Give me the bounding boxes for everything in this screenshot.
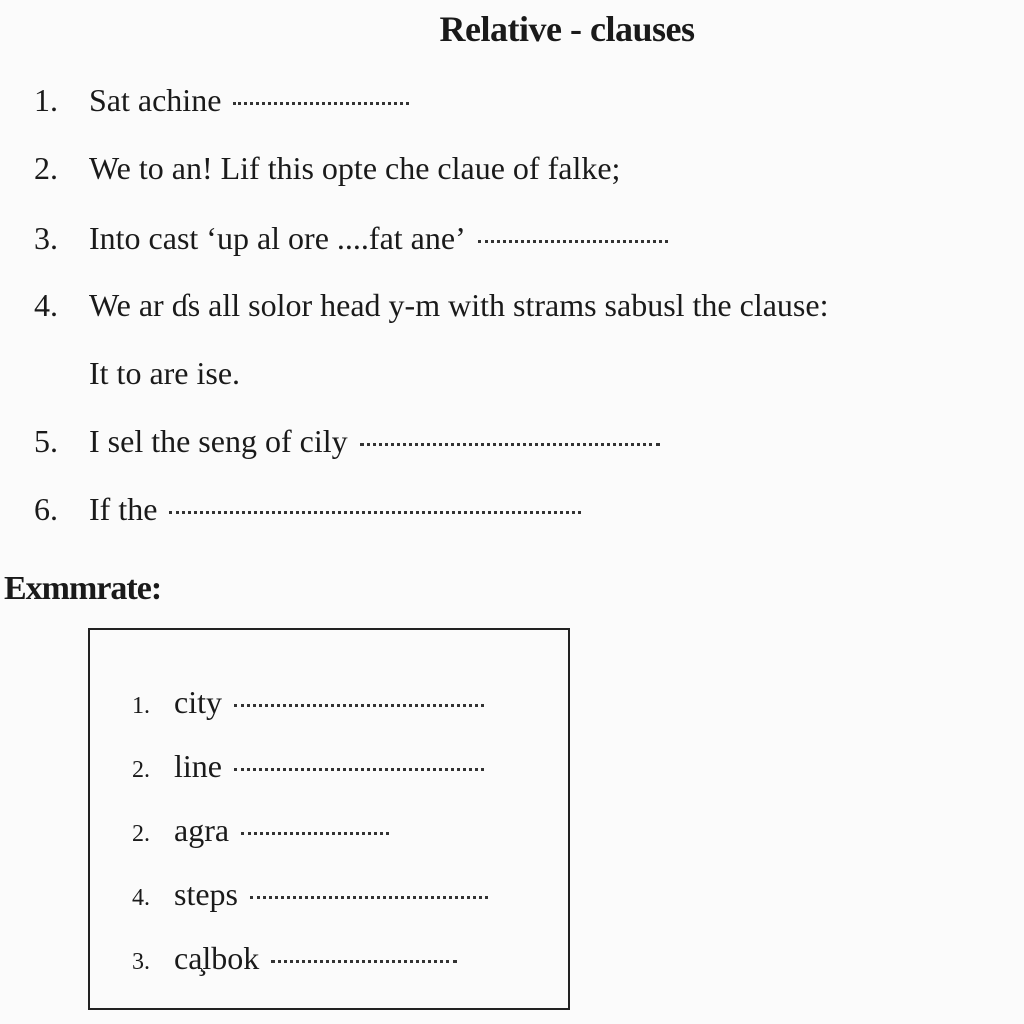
example-item-4 bbox=[132, 874, 488, 918]
example-box bbox=[88, 628, 570, 1010]
example-number: 3. bbox=[132, 949, 150, 975]
example-number: 2. bbox=[132, 757, 150, 783]
example-word: line bbox=[174, 748, 222, 784]
answer-blank[interactable] bbox=[233, 102, 409, 105]
exercise-text: Into cast ‘up al ore ....fat ane’ bbox=[89, 220, 466, 256]
answer-blank[interactable] bbox=[478, 240, 668, 243]
answer-blank[interactable] bbox=[169, 511, 581, 514]
exercise-text: Sat achine bbox=[89, 82, 222, 118]
exercise-text: I sel the seng of cily bbox=[89, 423, 348, 459]
exercise-item-2 bbox=[34, 148, 620, 188]
exercise-text: We to an! Lif this opte che claue of falke; bbox=[89, 150, 621, 186]
example-item-5 bbox=[132, 938, 457, 982]
example-item-2 bbox=[132, 746, 484, 790]
example-item-1 bbox=[132, 682, 484, 726]
example-number: 2. bbox=[132, 821, 150, 847]
answer-blank[interactable] bbox=[234, 704, 484, 707]
exercise-item-4 bbox=[34, 285, 828, 325]
exercise-item-3 bbox=[34, 218, 668, 258]
example-item-3 bbox=[132, 810, 389, 854]
exercise-number: 4. bbox=[34, 287, 58, 323]
example-heading: Exmmrate: bbox=[4, 570, 162, 607]
exercise-number: 6. bbox=[34, 491, 58, 527]
exercise-number: 1. bbox=[34, 82, 58, 118]
exercise-text: We ar ɗs all solor head y-m with strams sabusl the clause: bbox=[89, 287, 829, 323]
exercise-item-6 bbox=[34, 489, 581, 529]
exercise-number: 3. bbox=[34, 220, 58, 256]
answer-blank[interactable] bbox=[250, 896, 488, 899]
exercise-number: 2. bbox=[34, 150, 58, 186]
answer-blank[interactable] bbox=[360, 443, 660, 446]
exercise-4-continuation: It to are ise. bbox=[89, 355, 241, 391]
answer-blank[interactable] bbox=[271, 960, 457, 963]
worksheet-title: Relative - clauses bbox=[439, 9, 695, 49]
example-word: agra bbox=[174, 812, 230, 848]
answer-blank[interactable] bbox=[234, 768, 484, 771]
exercise-number: 5. bbox=[34, 423, 58, 459]
example-number: 1. bbox=[132, 693, 150, 719]
answer-blank[interactable] bbox=[241, 832, 389, 835]
example-word: steps bbox=[174, 876, 238, 912]
example-number: 4. bbox=[132, 885, 150, 911]
exercise-text: If the bbox=[89, 491, 158, 527]
exercise-item-1 bbox=[34, 80, 409, 120]
example-word: city bbox=[174, 684, 222, 720]
exercise-item-5 bbox=[34, 421, 660, 461]
example-word: ca̧lbok bbox=[174, 940, 260, 976]
